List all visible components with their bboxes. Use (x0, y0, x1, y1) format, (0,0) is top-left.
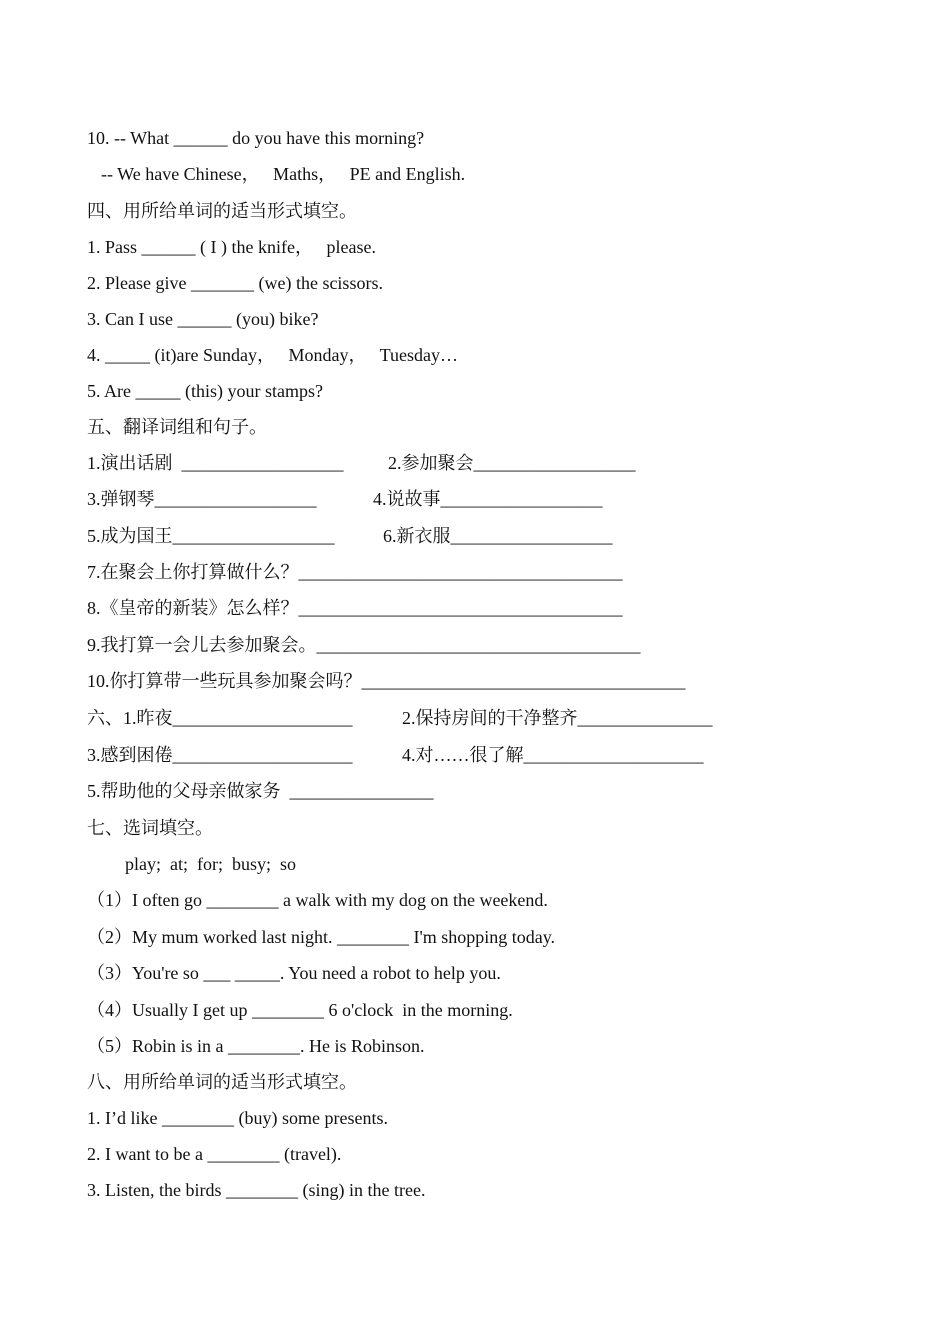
section-5-item-1: 1.演出话剧 __________________ (87, 453, 344, 473)
section-5-item-8: 8.《皇帝的新装》怎么样？____________________________________ (87, 598, 623, 618)
section-7-word-bank: play; at; for; busy; so (125, 854, 296, 874)
section-7-heading: 七、选词填空。 (87, 818, 213, 838)
section-7-item-4: （4）Usually I get up ________ 6 o'clock in the morning. (87, 1000, 513, 1020)
section-4-item-1: 1. Pass ______ ( I ) the knife， please. (87, 237, 376, 257)
section-5-item-10: 10.你打算带一些玩具参加聚会吗？____________________________________ (87, 671, 686, 691)
section-8-heading: 八、用所给单词的适当形式填空。 (87, 1072, 357, 1092)
section-5-item-4: 4.说故事__________________ (373, 489, 603, 509)
section-7-item-1: （1）I often go ________ a walk with my dog on the weekend. (87, 890, 548, 910)
section-5-item-5: 5.成为国王__________________ (87, 526, 335, 546)
section-5-item-6: 6.新衣服__________________ (383, 526, 613, 546)
section-5-item-3: 3.弹钢琴__________________ (87, 489, 317, 509)
section-7-item-2: （2）My mum worked last night. ________ I'm shopping today. (87, 927, 556, 947)
section-6-item-3: 3.感到困倦____________________ (87, 745, 353, 765)
section-6-item-4: 4.对……很了解____________________ (402, 745, 704, 765)
section-5-heading: 五、翻译词组和句子。 (87, 417, 267, 437)
section-4-heading: 四、用所给单词的适当形式填空。 (87, 201, 357, 221)
section-4-item-5: 5. Are _____ (this) your stamps? (87, 381, 323, 401)
section-7-item-5: （5）Robin is in a ________. He is Robinson. (87, 1036, 425, 1056)
section-6-item-2: 2.保持房间的干净整齐_______________ (402, 708, 713, 728)
question-10-line-1: 10. -- What ______ do you have this morning? (87, 128, 425, 148)
section-5-item-7: 7.在聚会上你打算做什么？____________________________________ (87, 562, 623, 582)
question-10-line-2: -- We have Chinese， Maths， PE and English. (101, 164, 466, 184)
section-5-item-9: 9.我打算一会儿去参加聚会。____________________________________ (87, 635, 641, 655)
section-4-item-3: 3. Can I use ______ (you) bike? (87, 309, 319, 329)
section-4-item-2: 2. Please give _______ (we) the scissors. (87, 273, 383, 293)
section-5-item-2: 2.参加聚会__________________ (388, 453, 636, 473)
section-7-item-3: （3）You're so ___ _____. You need a robot to help you. (87, 963, 501, 983)
section-6-item-5: 5.帮助他的父母亲做家务 ________________ (87, 781, 434, 801)
section-4-item-4: 4. _____ (it)are Sunday， Monday， Tuesday… (87, 345, 458, 365)
section-8-item-1: 1. I’d like ________ (buy) some presents. (87, 1108, 388, 1128)
section-6-item-1: 六、1.昨夜____________________ (87, 708, 353, 728)
section-8-item-3: 3. Listen, the birds ________ (sing) in the tree. (87, 1180, 426, 1200)
section-8-item-2: 2. I want to be a ________ (travel). (87, 1144, 342, 1164)
